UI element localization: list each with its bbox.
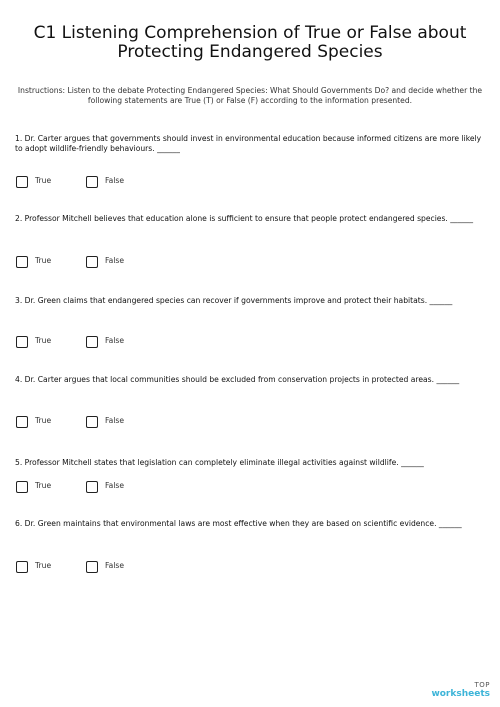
checkbox[interactable] [16,176,28,188]
false-label: False [105,256,125,265]
true-label: True [35,336,52,345]
instructions: Instructions: Listen to the debate Protecting Endangered Species: What Should Governments Do? and decide whether the following statements are True (T) or False (F) according to the information presented. [17,86,483,105]
false-label: False [105,561,125,570]
checkbox[interactable] [16,416,28,428]
false-label: False [105,481,125,490]
checkbox[interactable] [16,561,28,573]
false-label: False [105,416,125,425]
logo-top-text: TOP [474,681,490,689]
checkbox[interactable] [16,336,28,348]
checkbox[interactable] [86,336,98,348]
topworksheets-logo [431,681,490,699]
question-1-text: 1. Dr. Carter argues that governments should invest in environmental education because informed citizens are more likely to adopt wildlife-friendly behaviours. ______ [15,134,482,153]
question-2-text: 2. Professor Mitchell believes that education alone is sufficient to ensure that people protect endangered species. ______ [15,214,474,223]
true-label: True [35,561,52,570]
checkbox[interactable] [16,481,28,493]
checkbox[interactable] [86,561,98,573]
checkbox[interactable] [86,416,98,428]
logo-bottom-text: worksheets [431,689,490,699]
true-label: True [35,256,52,265]
question-6-text: 6. Dr. Green maintains that environmental laws are most effective when they are based on scientific evidence. ______ [15,519,462,528]
false-label: False [105,176,125,185]
page-title: C1 Listening Comprehension of True or False about Protecting Endangered Species [33,23,467,62]
question-5-text: 5. Professor Mitchell states that legislation can completely eliminate illegal activities against wildlife. ______ [15,458,424,467]
false-label: False [105,336,125,345]
question-3-text: 3. Dr. Green claims that endangered species can recover if governments improve and protect their habitats. ______ [15,296,453,305]
checkbox[interactable] [16,256,28,268]
checkbox[interactable] [86,176,98,188]
true-label: True [35,481,52,490]
question-4-text: 4. Dr. Carter argues that local communities should be excluded from conservation projects in protected areas. ______ [15,375,460,384]
true-label: True [35,176,52,185]
checkbox[interactable] [86,481,98,493]
checkbox[interactable] [86,256,98,268]
true-label: True [35,416,52,425]
